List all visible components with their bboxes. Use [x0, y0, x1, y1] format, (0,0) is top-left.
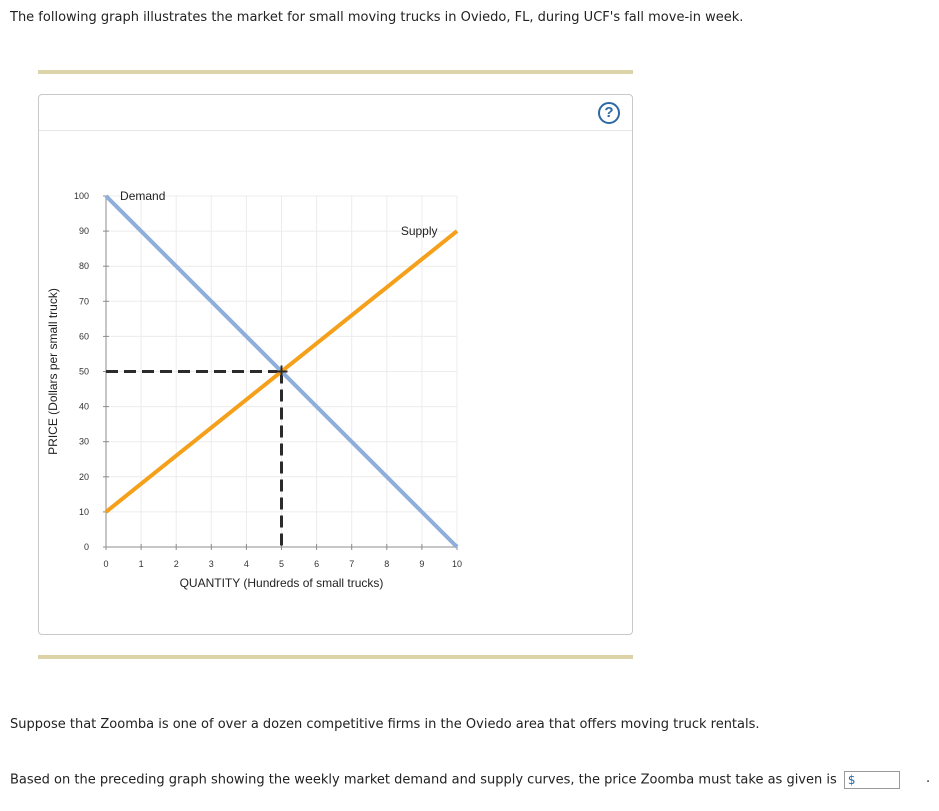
y-tick-label-100: 100: [73, 191, 89, 201]
x-tick-label-5: 5: [278, 559, 285, 569]
x-tick-label-1: 1: [138, 559, 144, 569]
dollar-sign: $: [847, 773, 856, 787]
question-prompt: Based on the preceding graph showing the weekly market demand and supply curves, the price Zoomba must take as given is: [10, 772, 837, 788]
y-tick-label-60: 60: [78, 331, 89, 342]
question-text-2: [10, 771, 900, 789]
x-tick-label-9: 9: [419, 559, 425, 569]
price-answer-field[interactable]: [844, 771, 900, 789]
x-tick-label-7: 7: [349, 559, 355, 569]
demand-label: Demand: [120, 189, 166, 203]
y-axis-title: PRICE (Dollars per small truck): [46, 288, 60, 455]
graph-panel: [38, 94, 633, 635]
help-icon[interactable]: ?: [598, 102, 620, 124]
intro-text: The following graph illustrates the market for small moving trucks in Oviedo, FL, during UCF's fall move-in week.: [10, 10, 744, 25]
x-axis-title: QUANTITY (Hundreds of small trucks): [179, 576, 384, 590]
supply-demand-chart: [39, 95, 632, 634]
question-text-1: Suppose that Zoomba is one of over a dozen competitive firms in the Oviedo area that offers moving truck rentals.: [10, 717, 760, 732]
y-tick-label-30: 30: [78, 436, 89, 447]
y-tick-label-40: 40: [78, 401, 89, 412]
bottom-divider: [38, 655, 633, 659]
x-tick-label-2: 2: [173, 559, 179, 569]
y-tick-label-10: 10: [78, 506, 89, 517]
x-tick-label-8: 8: [384, 559, 390, 569]
x-tick-label-4: 4: [243, 559, 249, 569]
y-tick-label-80: 80: [78, 261, 89, 272]
x-tick-label-0: 0: [103, 559, 109, 569]
y-tick-label-90: 90: [78, 226, 89, 237]
y-tick-label-50: 50: [78, 366, 89, 377]
y-tick-label-20: 20: [78, 471, 89, 482]
top-divider: [38, 70, 633, 74]
supply-label: Supply: [400, 224, 438, 239]
price-input[interactable]: [857, 772, 897, 788]
sentence-period: .: [926, 771, 931, 786]
x-tick-label-6: 6: [314, 559, 320, 569]
x-tick-label-10: 10: [451, 559, 463, 569]
y-tick-label-0: 0: [83, 542, 89, 552]
x-tick-label-3: 3: [208, 559, 214, 569]
y-tick-label-70: 70: [78, 296, 89, 307]
